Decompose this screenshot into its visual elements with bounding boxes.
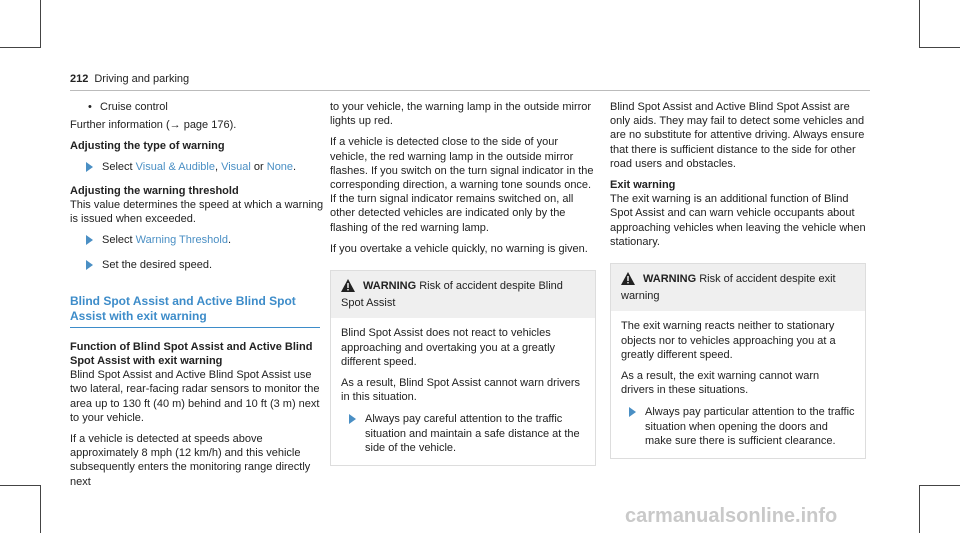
- warning-text: Blind Spot Assist does not react to vehicles approaching and overtaking you at a greatly different speed.: [341, 327, 556, 368]
- warning-header: [331, 271, 595, 318]
- warning-step: Always pay particular attention to the traffic situation when opening the doors and make sure there is sufficient clearance.: [621, 405, 855, 448]
- paragraph: If you overtake a vehicle quickly, no warning is given.: [330, 242, 588, 255]
- list-item: • Cruise control: [70, 100, 325, 114]
- warning-title: Risk of accident despite exit warning: [621, 273, 836, 303]
- section-name: Driving and parking: [94, 73, 190, 85]
- crop-mark: [0, 47, 40, 48]
- warning-triangle-icon: [621, 272, 639, 289]
- section-title: Blind Spot Assist and Active Blind Spot Assist with exit warning: [70, 293, 296, 323]
- page-header: [70, 73, 189, 85]
- warning-label: WARNING: [363, 280, 417, 293]
- warning-text: As a result, the exit warning cannot warn drivers in these situations.: [621, 370, 820, 397]
- option-visual[interactable]: Visual: [221, 160, 251, 173]
- paragraph: to your vehicle, the warning lamp in the outside mirror lights up red.: [330, 101, 592, 128]
- page-number: 212: [70, 73, 89, 85]
- function-heading: Function of Blind Spot Assist and Active Blind Spot Assist with exit warning: [70, 340, 313, 368]
- adjust-type-heading: Adjusting the type of warning: [70, 140, 225, 153]
- warning-header: [611, 264, 865, 311]
- step-arrow-icon: [86, 162, 93, 172]
- option-none[interactable]: None: [266, 160, 294, 173]
- step-set-speed: Set the desired speed.: [70, 258, 325, 272]
- watermark: carmanualsonline.info: [625, 505, 838, 527]
- step-arrow-icon: [86, 235, 93, 245]
- warning-text: As a result, Blind Spot Assist cannot warn drivers in this situation.: [341, 377, 581, 404]
- step-select-threshold: Select Warning Threshold.: [70, 233, 325, 247]
- option-warning-threshold[interactable]: Warning Threshold: [135, 234, 228, 247]
- crop-mark: [920, 485, 960, 486]
- adjust-threshold-heading: Adjusting the warning threshold: [70, 184, 239, 197]
- column-2: [330, 100, 596, 466]
- header-rule: [70, 90, 870, 91]
- warning-step: Always pay careful attention to the traffic situation and maintain a safe distance at the side of the vehicle.: [341, 412, 585, 455]
- crop-mark: [919, 485, 920, 533]
- step-arrow-icon: [349, 414, 356, 424]
- warning-text: The exit warning reacts neither to stationary objects nor to vehicles approaching you at a greatly different speed.: [621, 320, 836, 361]
- crop-mark: [0, 485, 40, 486]
- function-text: Blind Spot Assist and Active Blind Spot Assist use two lateral, rear-facing radar sensors to monitor the area up to 130 ft (40 m) behind and 10 ft (3 m) next to your vehicle.: [70, 369, 320, 424]
- warning-box: [330, 270, 596, 466]
- crop-mark: [919, 0, 920, 48]
- crop-mark: [920, 47, 960, 48]
- column-1: [70, 100, 325, 496]
- warning-label: WARNING: [643, 273, 697, 286]
- step-arrow-icon: [629, 407, 636, 417]
- paragraph: If a vehicle is detected close to the side of your vehicle, the red warning lamp in the outside mirror flashes. If you switch on the turn signal indicator in the corresponding direction, a warning tone sounds once. If the turn signal indicator remains switched on, all other detected vehicles are indicated only by the flashing of the red warning lamp.: [330, 136, 594, 234]
- paragraph: Blind Spot Assist and Active Blind Spot Assist are only aids. They may fail to detect some vehicles and are no substitute for attentive driving. Always ensure that there is sufficient distance to the side for other road users and obstacles.: [610, 101, 865, 170]
- crop-mark: [40, 485, 41, 533]
- exit-warning-text: The exit warning is an additional function of Blind Spot Assist and can warn vehicle occupants about approaching vehicles when leaving the vehicle when stationary.: [610, 193, 866, 248]
- detect-text: If a vehicle is detected at speeds above approximately 8 mph (12 km/h) and this vehicle subsequently enters the monitoring range directly next: [70, 433, 311, 488]
- further-info: Further information (→ page 176).: [70, 119, 237, 132]
- warning-triangle-icon: [341, 279, 359, 296]
- crop-mark: [40, 0, 41, 48]
- warning-body: [331, 318, 595, 465]
- step-select-type: Select Visual & Audible, Visual or None.: [70, 160, 325, 174]
- warning-title: Risk of accident despite Blind Spot Assist: [341, 280, 563, 310]
- section-rule: [70, 327, 320, 328]
- step-arrow-icon: [86, 260, 93, 270]
- exit-warning-heading: Exit warning: [610, 179, 676, 192]
- option-visual-audible[interactable]: Visual & Audible: [135, 160, 215, 173]
- threshold-text: This value determines the speed at which a warning is issued when exceeded.: [70, 199, 324, 226]
- warning-body: [611, 311, 865, 458]
- column-3: [610, 100, 866, 459]
- warning-box: [610, 263, 866, 459]
